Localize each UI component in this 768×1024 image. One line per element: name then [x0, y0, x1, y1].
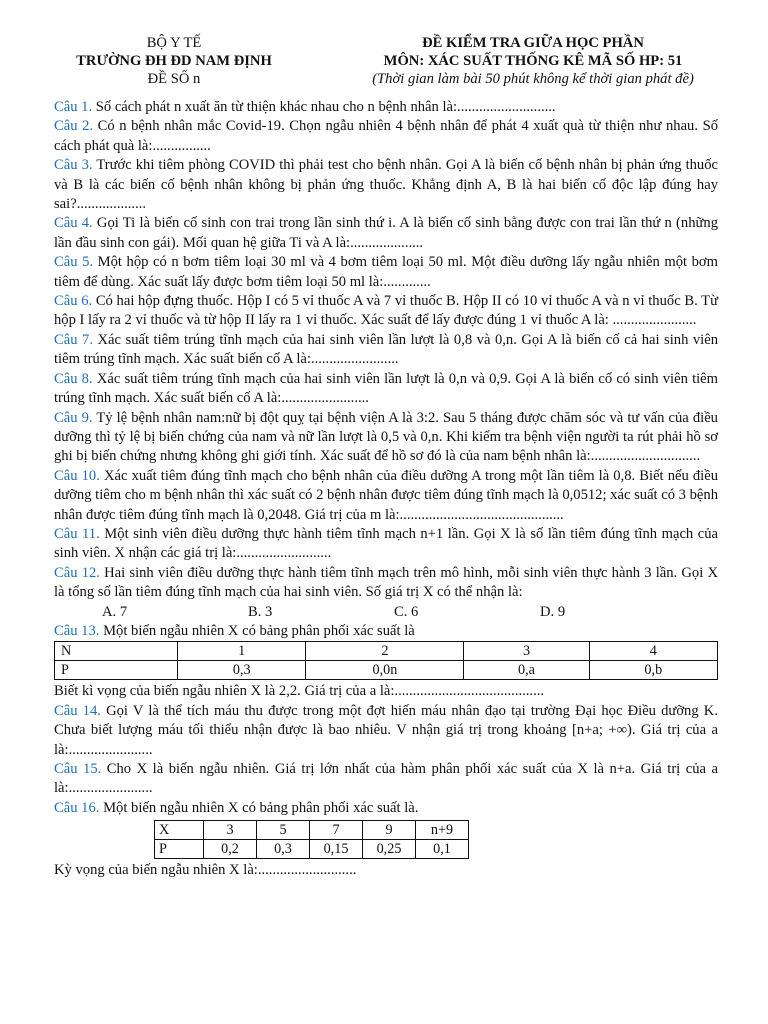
- exam-title: ĐỀ KIỂM TRA GIỮA HỌC PHẦN: [422, 35, 644, 51]
- question-3: [54, 156, 718, 214]
- question-text: Cho X là biến ngẫu nhiên. Giá trị lớn nhất của hàm phân phối xác suất của X là n+a. Giá trị của a là:.......................: [54, 761, 718, 797]
- question-12: [54, 564, 718, 603]
- ministry-name: BỘ Y TẾ: [146, 35, 202, 51]
- distribution-table-16: [154, 820, 469, 859]
- question-text: Xác suất tiêm trúng tĩnh mạch của hai sinh viên lần lượt là 0,8 và 0,n. Gọi A là biến cố cả hai sinh viên tiêm trúng tĩnh mạch. Xác suất biến cố A là:........................: [54, 331, 719, 368]
- question-text: Có n bệnh nhân mắc Covid-19. Chọn ngẫu nhiên 4 bệnh nhân để phát 4 xuất quà từ thiện như nhau. Số cách phát quà là:................: [54, 118, 718, 154]
- exam-code: ĐỀ SỐ n: [147, 71, 201, 87]
- table-cell: 1: [178, 642, 306, 661]
- question-number: Câu 12.: [54, 564, 100, 581]
- question-text: Một hộp có n bơm tiêm loại 30 ml và 4 bơm tiêm loại 50 ml. Một điều dưỡng lấy ngẫu nhiên một bơm tiêm để dùng. Xác suất lấy được bơm tiêm loại 50 ml là:.............: [54, 254, 719, 290]
- question-13: [54, 622, 718, 641]
- question-number: Câu 6.: [54, 293, 93, 310]
- question-text: Hai sinh viên điều dưỡng thực hành tiêm tĩnh mạch trên mô hình, mỗi sinh viên thực hành 3 lần. Gọi X là tổng số lần tiêm đúng tĩnh mạch của hai sinh viên. Số giá trị X có thể nhận là:: [54, 564, 718, 601]
- table-cell: 0,2: [204, 840, 257, 859]
- question-12-options: [54, 603, 718, 622]
- question-16: [54, 799, 718, 818]
- time-note: (Thời gian làm bài 50 phút không kể thời gian phát đề): [372, 71, 694, 87]
- question-text: Tỷ lệ bệnh nhân nam:nữ bị đột quỵ tại bệnh viện A là 3:2. Sau 5 tháng được chăm sóc và tư vấn của điều dưỡng thì tỷ lệ bị biến chứng của nam và nữ lần lượt là 0,5 và 0,n. Khi kiểm tra bệnh viện người ta rút phải hồ sơ ghi bị biến chứng nhưng không ghi giới tính. Xác suất để hồ sơ đó là của nam bệnh nhân là:..............................: [54, 409, 718, 465]
- question-5: [54, 253, 718, 292]
- question-number: Câu 4.: [54, 215, 93, 232]
- table-cell: 5: [257, 821, 310, 840]
- question-number: Câu 16.: [54, 799, 100, 816]
- question-number: Câu 10.: [54, 467, 100, 484]
- question-4: [54, 214, 718, 253]
- question-text: Một biến ngẫu nhiên X có bảng phân phối xác suất là: [103, 622, 415, 639]
- table-cell: 7: [310, 821, 363, 840]
- question-7: [54, 331, 718, 370]
- question-6: [54, 292, 718, 331]
- question-16-prompt: Kỳ vọng của biến ngẫu nhiên X là:...........................: [54, 862, 357, 879]
- question-number: Câu 1.: [54, 99, 93, 115]
- question-number: Câu 5.: [54, 254, 94, 271]
- table-cell: 9: [363, 821, 416, 840]
- table-cell: 4: [589, 642, 717, 661]
- table-cell: 3: [204, 821, 257, 840]
- distribution-table-13: [54, 641, 718, 680]
- table-cell: N: [55, 642, 178, 661]
- table-cell: 0,3: [178, 661, 306, 680]
- question-13-prompt: Biết kì vọng của biến ngẫu nhiên X là 2,2. Giá trị của a là:.........................................: [54, 683, 545, 700]
- table-cell: 0,15: [310, 840, 363, 859]
- exam-title-block: [348, 34, 718, 88]
- table-row: [155, 840, 469, 859]
- question-text: Một biến ngẫu nhiên X có bảng phân phối xác suất là.: [103, 799, 419, 816]
- question-text: Gọi V là thể tích máu thu được trong một đợt hiến máu nhân đạo tại trường Đại học Điều dưỡng K. Chưa biết lượng máu tối thiểu nhận được là bao nhiêu. V nhận giá trị trong khoảng [n+a; +∞). Giá trị của a là:.......................: [54, 702, 718, 758]
- table-row: [55, 642, 718, 661]
- table-cell: 0,25: [363, 840, 416, 859]
- question-number: Câu 8.: [54, 370, 93, 387]
- question-2: [54, 117, 718, 156]
- question-number: Câu 9.: [54, 409, 93, 426]
- question-number: Câu 13.: [54, 622, 100, 639]
- table-cell: 0,b: [589, 661, 717, 680]
- question-number: Câu 14.: [54, 702, 101, 719]
- table-row: [55, 661, 718, 680]
- table-cell: P: [55, 661, 178, 680]
- question-text: Xác xuất tiêm đúng tĩnh mạch cho bệnh nhân của điều dưỡng A trong một lần tiêm là 0,8. Biết nếu điều dưỡng tiêm cho m bệnh nhân thì xác suất có 2 bệnh nhân được tiêm đúng tĩnh mạch là 0,0512; xác suất có 3 bệnh nhân được tiêm đúng tĩnh mạch là 0,2048. Giá trị của m là:.............................................: [54, 467, 718, 523]
- question-number: Câu 2.: [54, 118, 94, 135]
- question-10: [54, 467, 718, 525]
- question-number: Câu 7.: [54, 331, 93, 348]
- question-1: [54, 98, 718, 117]
- question-text: Có hai hộp đựng thuốc. Hộp I có 5 vỉ thuốc A và 7 vỉ thuốc B. Hộp II có 10 vỉ thuốc A và n vỉ thuốc B. Từ hộp I lấy ra 2 vỉ thuốc và từ hộp II lấy ra 1 vỉ thuốc. Xác suất để lấy được đúng 1 vỉ thuốc A là: .......................: [54, 293, 718, 329]
- question-number: Câu 3.: [54, 157, 93, 174]
- option-b: B. 3: [248, 603, 273, 620]
- question-text: Số cách phát n xuất ăn từ thiện khác nhau cho n bệnh nhân là:...........................: [95, 99, 556, 115]
- question-14: [54, 702, 718, 760]
- question-text: Một sinh viên điều dưỡng thực hành tiêm tĩnh mạch n+1 lần. Gọi X là số lần tiêm đúng tĩnh mạch của sinh viên. X nhận các giá trị là:..........................: [54, 525, 719, 562]
- question-text: Xác suất tiêm trúng tĩnh mạch của hai sinh viên lần lượt là 0,n và 0,9. Gọi A là biến cố có sinh viên tiêm trúng tĩnh mạch. Xác suất biến cố A là:........................: [54, 370, 719, 407]
- question-text: Trước khi tiêm phòng COVID thì phải test cho bệnh nhân. Gọi A là biến cố bệnh nhân bị phản ứng thuốc và B là các biến cố bệnh nhân không bị phản ứng thuốc. Khẳng định A, B là hai biến cố độc lập đúng hay sai?...................: [54, 157, 718, 213]
- table-cell: n+9: [416, 821, 469, 840]
- exam-header: [54, 34, 718, 88]
- table-cell: P: [155, 840, 204, 859]
- question-11: [54, 525, 718, 564]
- institution-block: [54, 34, 294, 88]
- school-name: TRƯỜNG ĐH ĐD NAM ĐỊNH: [76, 53, 272, 69]
- option-c: C. 6: [394, 603, 419, 620]
- table-cell: 3: [464, 642, 589, 661]
- table-cell: 0,3: [257, 840, 310, 859]
- question-9: [54, 409, 718, 467]
- option-d: D. 9: [540, 603, 566, 620]
- subject-line: MÔN: XÁC SUẤT THỐNG KÊ MÃ SỐ HP: 51: [383, 53, 683, 69]
- table-cell: 0,1: [416, 840, 469, 859]
- table-cell: X: [155, 821, 204, 840]
- question-number: Câu 11.: [54, 525, 100, 542]
- table-row: [155, 821, 469, 840]
- table-cell: 2: [306, 642, 464, 661]
- question-8: [54, 370, 718, 409]
- table-cell: 0,0n: [306, 661, 464, 680]
- option-a: A. 7: [102, 603, 128, 620]
- question-number: Câu 15.: [54, 761, 102, 777]
- question-text: Gọi Ti là biến cố sinh con trai trong lần sinh thứ i. A là biến cố sinh bằng được con trai lần thứ n (những lần đầu sinh con gái). Mối quan hệ giữa Ti và A là:....................: [54, 215, 719, 251]
- question-15: [54, 760, 718, 799]
- table-cell: 0,a: [464, 661, 589, 680]
